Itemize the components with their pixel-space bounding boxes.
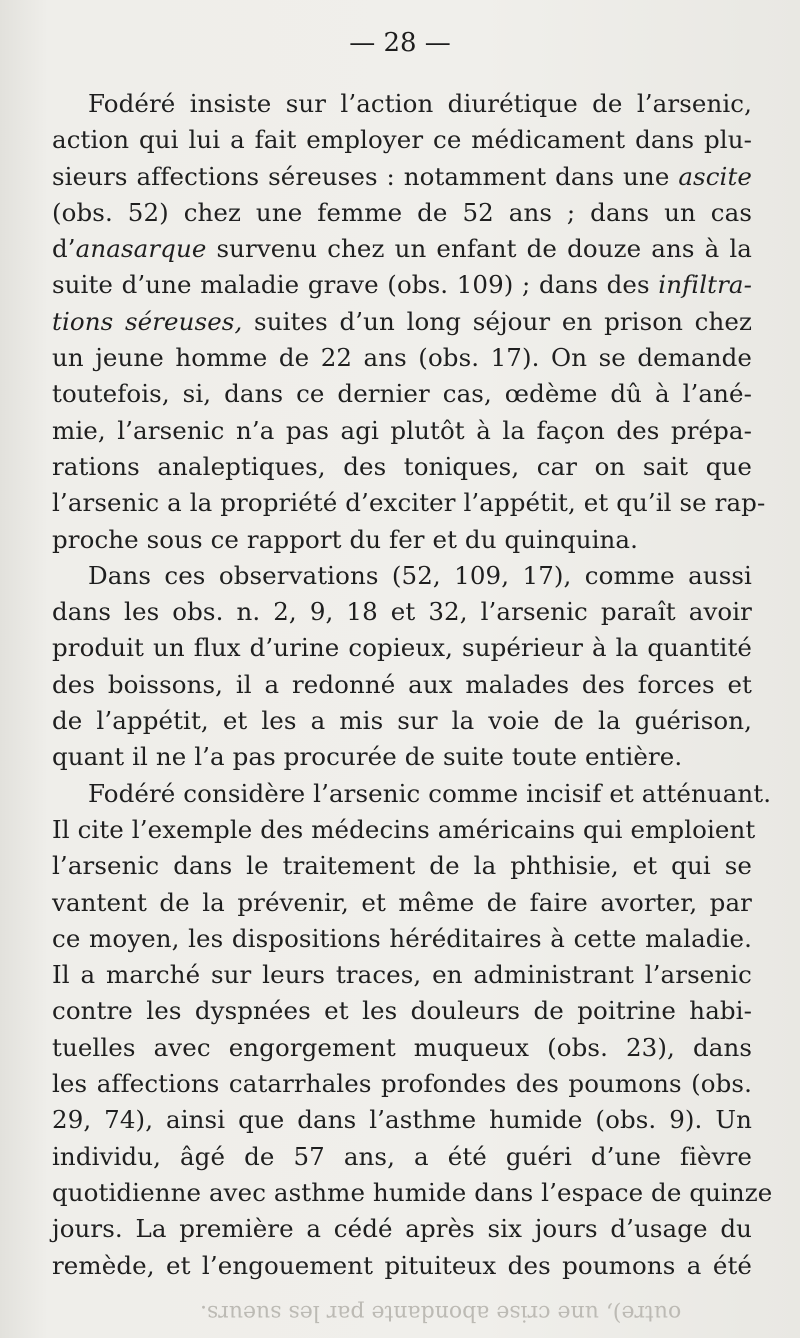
text-line: [52, 776, 772, 812]
text-run: les affections catarrhales profondes des poumons (obs.: [52, 1069, 752, 1099]
page-number: — 28 —: [349, 28, 451, 58]
text-run: ce moyen, les dispositions héréditaires à cette maladie.: [52, 923, 752, 953]
bleed-through-text: outre), une crise abondante par les sueurs.: [200, 1300, 682, 1325]
text-line: [52, 993, 752, 1029]
text-run: suites d’un long séjour en prison chez: [242, 306, 752, 336]
text-run: Il cite l’exemple des médecins américains qui emploient: [52, 814, 756, 844]
text-line: [52, 195, 752, 231]
text-run: suite d’une maladie grave (obs. 109) ; dans des: [52, 270, 659, 300]
body-text: [52, 86, 773, 1284]
text-run: 29, 74), ainsi que dans l’asthme humide (obs. 9). Un: [52, 1105, 752, 1135]
text-run: proche sous ce rapport du fer et du quinquina.: [52, 524, 639, 554]
text-line: [52, 921, 752, 957]
text-line: [52, 630, 752, 666]
text-run: tuelles avec engorgement muqueux (obs. 23), dans: [52, 1032, 752, 1062]
text-line: [52, 1102, 752, 1138]
text-run: rations analeptiques, des toniques, car on sait que: [52, 451, 752, 481]
text-line: [52, 667, 752, 703]
text-run: jours. La première a cédé après six jours d’usage du: [52, 1214, 752, 1244]
text-run: Dans ces observations (52, 109, 17), comme aussi: [88, 560, 752, 590]
italic-term: anasarque: [75, 234, 207, 264]
text-line: [52, 304, 752, 340]
italic-term: infiltra-: [658, 270, 752, 300]
text-run: (obs. 52) chez une femme de 52 ans ; dans un cas: [52, 197, 752, 227]
text-line: [52, 848, 752, 884]
text-run: de l’appétit, et les a mis sur la voie de la guérison,: [52, 706, 752, 736]
text-line: [52, 1248, 752, 1284]
text-line: [52, 413, 752, 449]
text-run: individu, âgé de 57 ans, a été guéri d’une fièvre: [52, 1141, 752, 1171]
text-line: [52, 957, 752, 993]
text-line: [52, 522, 752, 558]
text-line: [52, 703, 752, 739]
text-line: [52, 594, 752, 630]
text-run: d’: [52, 234, 76, 264]
text-run: sieurs affections séreuses : notamment dans une: [52, 161, 679, 191]
italic-term: ascite: [678, 161, 752, 191]
text-run: Fodéré considère l’arsenic comme incisif et atténuant.: [88, 778, 772, 808]
italic-term: tions séreuses,: [52, 306, 243, 336]
text-line: [52, 812, 756, 848]
text-run: toutefois, si, dans ce dernier cas, œdème dû à l’ané-: [52, 379, 752, 409]
text-line: [52, 558, 752, 594]
text-line: [52, 340, 752, 376]
text-run: vantent de la prévenir, et même de faire avorter, par: [52, 887, 752, 917]
text-run: des boissons, il a redonné aux malades des forces et: [52, 669, 752, 699]
text-line: [52, 1030, 752, 1066]
text-line: [52, 376, 752, 412]
text-run: action qui lui a fait employer ce médicament dans plu-: [52, 125, 752, 155]
text-line: [52, 159, 752, 195]
text-run: Fodéré insiste sur l’action diurétique de l’arsenic,: [88, 89, 752, 118]
text-line: [52, 1066, 752, 1102]
text-line: [52, 86, 752, 122]
text-line: [52, 1139, 752, 1175]
text-run: contre les dyspnées et les douleurs de poitrine habi-: [52, 996, 752, 1026]
text-line: [52, 1211, 752, 1247]
text-line: [52, 1175, 773, 1211]
text-run: dans les obs. n. 2, 9, 18 et 32, l’arsenic paraît avoir: [52, 597, 752, 627]
text-run: l’arsenic a la propriété d’exciter l’appétit, et qu’il se rap-: [52, 488, 766, 518]
text-line: [52, 231, 752, 267]
text-line: [52, 885, 752, 921]
text-run: l’arsenic dans le traitement de la phthisie, et qui se: [52, 851, 752, 881]
text-run: remède, et l’engouement pituiteux des poumons a été: [52, 1250, 752, 1280]
text-run: mie, l’arsenic n’a pas agi plutôt à la façon des prépa-: [52, 415, 752, 445]
text-run: survenu chez un enfant de douze ans à la: [206, 234, 752, 264]
text-line: [52, 267, 752, 303]
text-run: quotidienne avec asthme humide dans l’espace de quinze: [52, 1177, 773, 1207]
text-line: [52, 485, 766, 521]
text-run: Il a marché sur leurs traces, en administrant l’arsenic: [52, 960, 752, 990]
text-run: un jeune homme de 22 ans (obs. 17). On se demande: [52, 343, 752, 373]
text-run: quant il ne l’a pas procurée de suite toute entière.: [52, 742, 683, 772]
text-line: [52, 449, 752, 485]
text-line: [52, 122, 752, 158]
text-run: produit un flux d’urine copieux, supérieur à la quantité: [52, 633, 752, 663]
text-line: [52, 739, 752, 775]
